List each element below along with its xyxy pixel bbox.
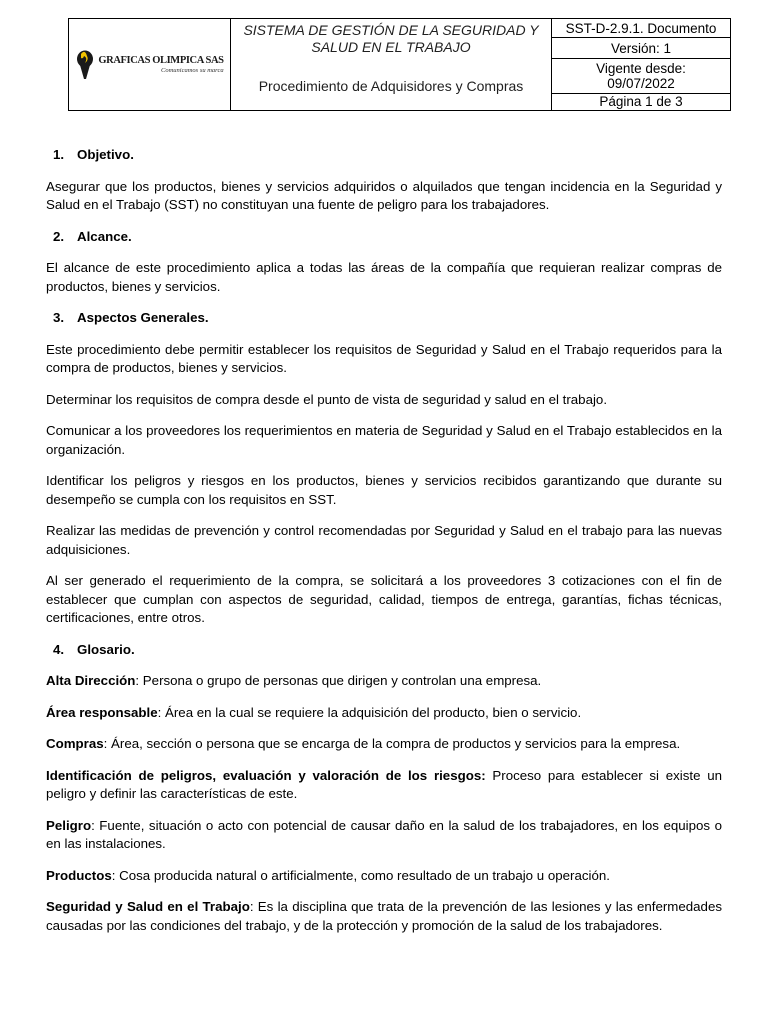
glossary-entry: Identificación de peligros, evaluación y valoración de los riesgos: Proceso para establecer si existe un peligro y definir las características de este. (46, 767, 722, 801)
aspectos-paragraph: Al ser generado el requerimiento de la compra, se solicitará a los proveedores 3 cotizaciones con el fin de establecer que cumplan con aspectos de seguridad, calidad, tiempos de entrega, garantías, fichas técnicas, certificaciones, entre otros. (46, 573, 722, 625)
valid-since (552, 59, 731, 93)
glossary-entry: Seguridad y Salud en el Trabajo: Es la disciplina que trata de la prevención de las lesiones y las enfermedades causadas por las condiciones del trabajo, y de la protección y promoción de la salud de los trabajadores. (46, 899, 722, 933)
document-title-cell (231, 19, 552, 111)
glossary-entry: Área responsable: Área en la cual se requiere la adquisición del producto, bien o servicio. (46, 704, 582, 720)
document-code: SST-D-2.9.1. Documento (552, 19, 731, 38)
document-version: Versión: 1 (552, 38, 731, 59)
glossary-entry: Alta Dirección: Persona o grupo de personas que dirigen y controlan una empresa. (46, 673, 542, 688)
alcance-text: El alcance de este procedimiento aplica a todas las áreas de la compañía que requieran realizar compras de productos, bienes y servicios. (46, 260, 722, 294)
company-logo (69, 50, 230, 80)
logo-company-name: GRAFICAS OLIMPICA SAS (98, 55, 224, 66)
section-heading-glosario: 4. Glosario. (53, 641, 135, 657)
page-number: Página 1 de 3 (552, 93, 731, 110)
document-header (68, 18, 731, 111)
aspectos-paragraph: Realizar las medidas de prevención y control recomendadas por Seguridad y Salud en el trabajo para las nuevas adquisiciones. (46, 523, 722, 557)
aspectos-paragraph: Comunicar a los proveedores los requerimientos en materia de Seguridad y Salud en el Trabajo establecidos en la organización. (46, 423, 722, 457)
section-heading-objetivo: 1. Objetivo. (53, 147, 134, 162)
procedure-title: Procedimiento de Adquisidores y Compras (258, 78, 524, 94)
document-body (46, 146, 722, 948)
section-heading-aspectos: 3. Aspectos Generales. (53, 310, 209, 325)
glossary-entry: Productos: Cosa producida natural o artificialmente, como resultado de un trabajo u operación. (46, 867, 610, 883)
torch-icon (75, 50, 95, 80)
aspectos-paragraph: Determinar los requisitos de compra desde el punto de vista de seguridad y salud en el trabajo. (46, 391, 608, 407)
glossary-entry: Peligro: Fuente, situación o acto con potencial de causar daño en la salud de los trabajadores, en los equipos o en las instalaciones. (46, 817, 722, 851)
objetivo-text: Asegurar que los productos, bienes y servicios adquiridos o alquilados que tengan incidencia en la Seguridad y Salud en el Trabajo (SST) no constituyan una fuente de peligro para los trabajadores. (46, 178, 722, 212)
system-title: SISTEMA DE GESTIÓN DE LA SEGURIDAD Y SALUD EN EL TRABAJO (243, 22, 539, 55)
section-heading-alcance: 2. Alcance. (53, 228, 132, 244)
aspectos-paragraph: Este procedimiento debe permitir establecer los requisitos de Seguridad y Salud en el Trabajo requeridos para la compra de productos, bienes y servicios. (46, 341, 722, 375)
logo-slogan: Comunicamos su marca (161, 67, 224, 74)
valid-since-date: 09/07/2022 (607, 76, 675, 92)
glossary-entry: Compras: Área, sección o persona que se encarga de la compra de productos y servicios para la empresa. (46, 736, 681, 751)
aspectos-paragraph: Identificar los peligros y riesgos en los productos, bienes y servicios recibidos garantizando que durante su desempeño se cumpla con los requisitos en SST. (46, 473, 722, 507)
logo-cell (69, 19, 231, 111)
valid-since-label: Vigente desde: (596, 61, 686, 77)
